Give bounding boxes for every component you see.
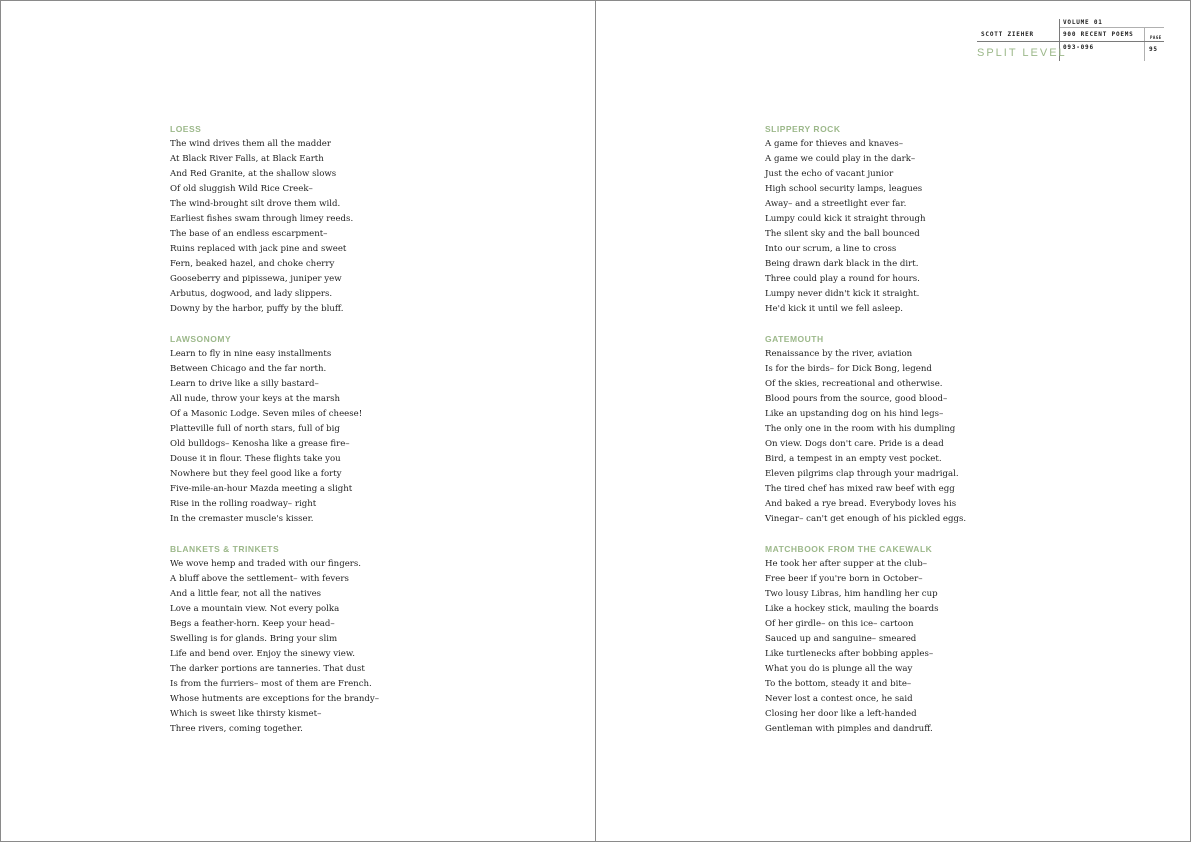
poem-title: BLANKETS & TRINKETS <box>170 544 280 554</box>
page-number: 95 <box>1149 46 1158 53</box>
poem-title: GATEMOUTH <box>765 334 824 344</box>
poem-line: Never lost a contest once, he said <box>765 694 913 704</box>
poem-line: Earliest fishes swam through limey reeds. <box>170 214 354 224</box>
poem-line: Of her girdle– on this ice– cartoon <box>765 619 914 629</box>
poem-line: Away– and a streetlight ever far. <box>765 199 907 209</box>
poem-line: Of a Masonic Lodge. Seven miles of cheese! <box>170 409 363 419</box>
poem-line: Whose hutments are exceptions for the brandy– <box>170 694 380 704</box>
poem-line: The wind-brought silt drove them wild. <box>170 199 341 209</box>
poem-line: Five-mile-an-hour Mazda meeting a slight <box>170 484 353 494</box>
poem-line: Rise in the rolling roadway– right <box>170 499 317 509</box>
poem-line: He'd kick it until we fell asleep. <box>765 304 903 314</box>
poem-title: MATCHBOOK FROM THE CAKEWALK <box>765 544 933 554</box>
poem-line: Learn to drive like a silly bastard– <box>170 379 319 389</box>
header-divider <box>1144 27 1145 61</box>
poem-line: Just the echo of vacant junior <box>765 169 894 179</box>
poem-line: A bluff above the settlement– with fevers <box>170 574 349 584</box>
poem-line: At Black River Falls, at Black Earth <box>170 154 324 164</box>
poem-line: To the bottom, steady it and bite– <box>765 679 912 689</box>
poem-line: Nowhere but they feel good like a forty <box>170 469 342 479</box>
poem-title: LAWSONOMY <box>170 334 232 344</box>
poem-line: Like turtlenecks after bobbing apples– <box>765 649 934 659</box>
right-page-column <box>765 122 1165 752</box>
poem-line: And a little fear, not all the natives <box>170 589 322 599</box>
poem-line: High school security lamps, leagues <box>765 184 923 194</box>
poem-line: Life and bend over. Enjoy the sinewy view. <box>170 649 355 659</box>
poem-line: Downy by the harbor, puffy by the bluff. <box>170 304 344 314</box>
poem <box>765 542 1165 737</box>
poem-line: What you do is plunge all the way <box>765 664 913 674</box>
poem-line: Into our scrum, a line to cross <box>765 244 897 254</box>
poem-line: Bird, a tempest in an empty vest pocket. <box>765 454 942 464</box>
poem-line: Is from the furriers– most of them are French. <box>170 679 372 689</box>
header-author: SCOTT ZIEHER <box>981 31 1034 38</box>
poem-line: Lumpy could kick it straight through <box>765 214 926 224</box>
poem-line: Eleven pilgrims clap through your madrigal. <box>765 469 959 479</box>
poem-line: The base of an endless escarpment– <box>170 229 328 239</box>
poem <box>765 332 1165 527</box>
header-volume: VOLUME 01 <box>1063 19 1103 26</box>
poem-line: We wove hemp and traded with our fingers. <box>170 559 362 569</box>
poem-line: Ruins replaced with jack pine and sweet <box>170 244 347 254</box>
poem-line: All nude, throw your keys at the marsh <box>170 394 341 404</box>
poem-line: And baked a rye bread. Everybody loves his <box>765 499 957 509</box>
poem-line: Between Chicago and the far north. <box>170 364 327 374</box>
poem-line: Closing her door like a left-handed <box>765 709 917 719</box>
poem-line: Begs a feather-horn. Keep your head– <box>170 619 335 629</box>
poem-line: Douse it in flour. These flights take you <box>170 454 341 464</box>
poem-line: Three could play a round for hours. <box>765 274 920 284</box>
poem-line: Like an upstanding dog on his hind legs– <box>765 409 944 419</box>
section-title: SPLIT LEVEL <box>977 47 1067 59</box>
poem <box>170 332 570 527</box>
poem-line: Being drawn dark black in the dirt. <box>765 259 919 269</box>
poem-line: The wind drives them all the madder <box>170 139 331 149</box>
poem-line: The silent sky and the ball bounced <box>765 229 920 239</box>
poem-line: Gooseberry and pipissewa, juniper yew <box>170 274 342 284</box>
header-rule <box>1060 27 1164 28</box>
poem-line: A game for thieves and knaves– <box>765 139 904 149</box>
header-book-title: 900 RECENT POEMS <box>1063 31 1134 38</box>
poem-line: Swelling is for glands. Bring your slim <box>170 634 338 644</box>
poem-line: Renaissance by the river, aviation <box>765 349 913 359</box>
poem-line: The tired chef has mixed raw beef with egg <box>765 484 955 494</box>
poem-line: Of the skies, recreational and otherwise. <box>765 379 943 389</box>
poem-line: Three rivers, coming together. <box>170 724 303 734</box>
poem-line: Like a hockey stick, mauling the boards <box>765 604 939 614</box>
poem-line: Which is sweet like thirsty kismet– <box>170 709 322 719</box>
poem-line: He took her after supper at the club– <box>765 559 928 569</box>
poem-title: SLIPPERY ROCK <box>765 124 841 134</box>
poem-line: And Red Granite, at the shallow slows <box>170 169 337 179</box>
poem-line: Lumpy never didn't kick it straight. <box>765 289 920 299</box>
poem-title: LOESS <box>170 124 202 134</box>
poem-line: The only one in the room with his dumpling <box>765 424 956 434</box>
poem <box>765 122 1165 317</box>
poem-line: Vinegar– can't get enough of his pickled eggs. <box>765 514 967 524</box>
poem-line: Of old sluggish Wild Rice Creek– <box>170 184 313 194</box>
poem-line: The darker portions are tanneries. That dust <box>170 664 365 674</box>
poem-line: Two lousy Libras, him handling her cup <box>765 589 938 599</box>
poem-line: On view. Dogs don't care. Pride is a dead <box>765 439 944 449</box>
poem-line: Is for the birds– for Dick Bong, legend <box>765 364 932 374</box>
poem-line: Free beer if you're born in October– <box>765 574 923 584</box>
page-gutter <box>595 0 596 842</box>
header-page-label: PAGE <box>1150 35 1162 40</box>
header-rule <box>977 41 1164 42</box>
running-header <box>977 19 1167 61</box>
poem-line: Arbutus, dogwood, and lady slippers. <box>170 289 333 299</box>
poem-line: In the cremaster muscle's kisser. <box>170 514 314 524</box>
poem <box>170 122 570 317</box>
poem-line: Love a mountain view. Not every polka <box>170 604 340 614</box>
poem-line: Gentleman with pimples and dandruff. <box>765 724 933 734</box>
poem-line: Blood pours from the source, good blood– <box>765 394 948 404</box>
poem-line: Sauced up and sanguine– smeared <box>765 634 917 644</box>
left-page-column <box>170 122 570 752</box>
header-poem-range: 093-096 <box>1063 44 1094 51</box>
poem <box>170 542 570 737</box>
poem-line: Learn to fly in nine easy installments <box>170 349 332 359</box>
poem-line: A game we could play in the dark– <box>765 154 916 164</box>
poem-line: Platteville full of north stars, full of big <box>170 424 340 434</box>
poem-line: Fern, beaked hazel, and choke cherry <box>170 259 335 269</box>
poem-line: Old bulldogs– Kenosha like a grease fire– <box>170 439 350 449</box>
